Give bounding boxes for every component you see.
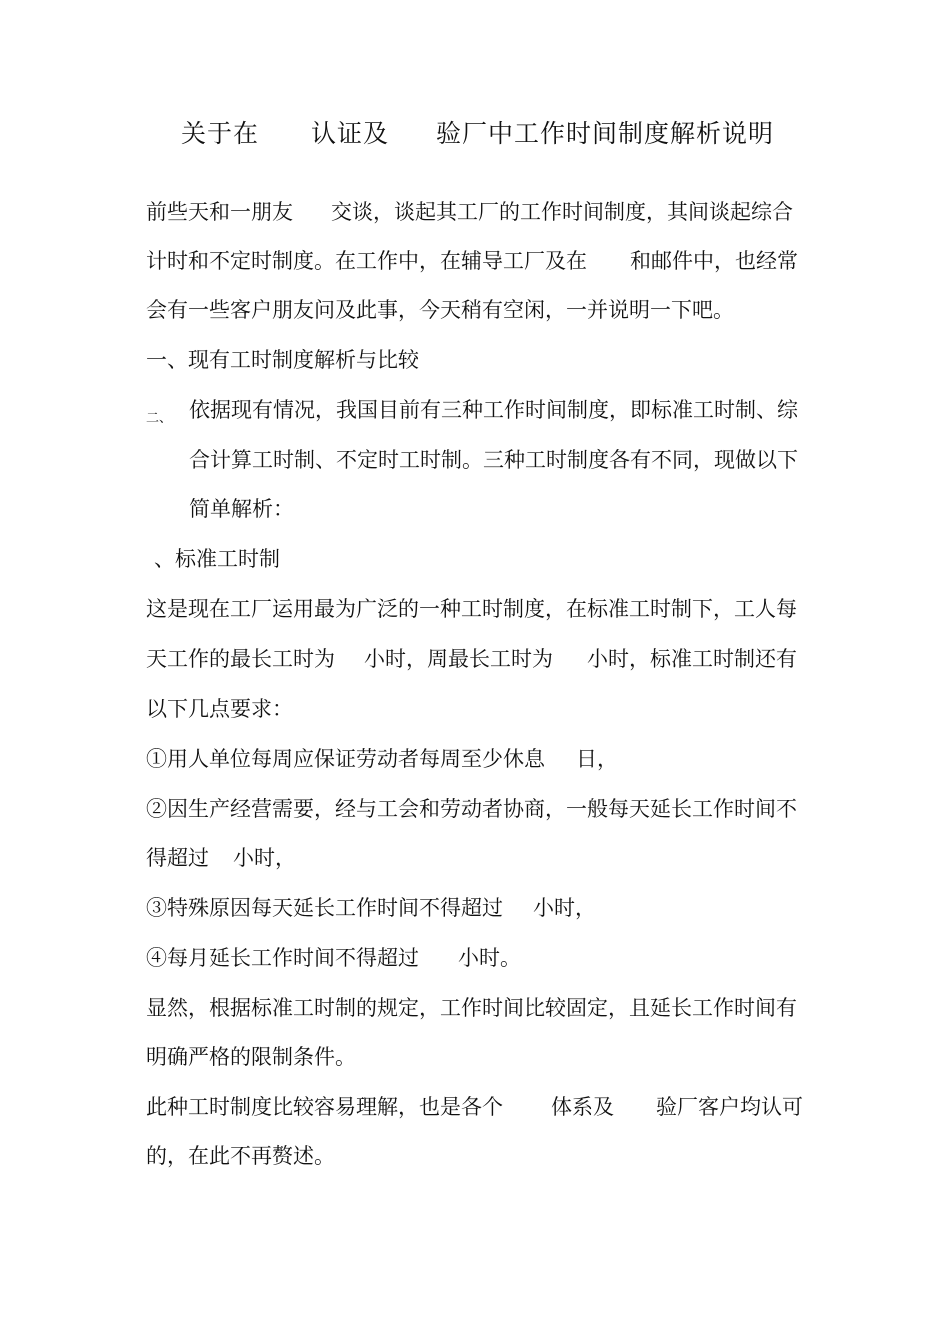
text-segment: 验厂客户均认可 [656, 1095, 803, 1119]
paragraph-1-line-2 [0, 245, 950, 277]
paragraph-2-line-3: 以下几点要求： [146, 697, 293, 721]
item-2-line-2: 合计算工时制、不定时工时制。三种工时制度各有不同，现做以下 [189, 448, 798, 472]
title-part-3: 验厂中工作时间制度解析说明 [436, 119, 775, 148]
paragraph-2-line-2 [0, 643, 950, 675]
paragraph-3-line-2: 明确严格的限制条件。 [146, 1045, 356, 1069]
text-segment: 交谈，谈起其工厂的工作时间制度，其间谈起综合 [331, 200, 793, 224]
item-2-line-3: 简单解析： [189, 497, 294, 521]
text-segment: 和邮件中，也经常 [630, 249, 798, 273]
paragraph-2-line-1: 这是现在工厂运用最为广泛的一种工时制度，在标准工时制下，工人每 [146, 597, 797, 621]
paragraph-4-line-2: 的，在此不再赘述。 [146, 1144, 335, 1168]
list-marker: 二、 [146, 411, 173, 426]
title-part-1: 关于在 [181, 119, 260, 148]
text-segment: ①用人单位每周应保证劳动者每周至少休息 [146, 747, 545, 771]
text-segment: ③特殊原因每天延长工作时间不得超过 [146, 896, 503, 920]
paragraph-3-line-1: 显然，根据标准工时制的规定，工作时间比较固定，且延长工作时间有 [146, 996, 797, 1020]
requirement-2-line-1: ②因生产经营需要，经与工会和劳动者协商，一般每天延长工作时间不 [146, 797, 797, 821]
text-segment: 此种工时制度比较容易理解，也是各个 [146, 1095, 503, 1119]
document-title [0, 114, 950, 154]
item-2-line-1: 依据现有情况，我国目前有三种工作时间制度，即标准工时制、综 [189, 398, 798, 422]
text-segment: 小时， [533, 896, 596, 920]
text-segment: 体系及 [551, 1095, 614, 1119]
text-segment: 前些天和一朋友 [146, 200, 293, 224]
section-heading-1: 一、现有工时制度解析与比较 [146, 348, 419, 372]
text-segment: 小时，周最长工时为 [364, 647, 553, 671]
text-segment: 计时和不定时制度。在工作中，在辅导工厂及在 [146, 249, 587, 273]
subsection-heading-standard: 、标准工时制 [154, 547, 280, 571]
text-segment: 小时。 [458, 946, 521, 970]
paragraph-1-line-1 [0, 196, 950, 228]
paragraph-1-line-3: 会有一些客户朋友问及此事，今天稍有空闲，一并说明一下吧。 [146, 298, 734, 322]
requirement-2-line-2 [0, 842, 950, 874]
text-segment: 天工作的最长工时为 [146, 647, 335, 671]
text-segment: 得超过 [146, 846, 209, 870]
requirement-1 [0, 743, 950, 775]
requirement-3 [0, 892, 950, 924]
paragraph-4-line-1 [0, 1091, 950, 1123]
text-segment: 日， [576, 747, 618, 771]
title-part-2: 认证及 [311, 119, 390, 148]
text-segment: 小时，标准工时制还有 [587, 647, 797, 671]
text-segment: ④每月延长工作时间不得超过 [146, 946, 419, 970]
text-segment: 小时， [233, 846, 296, 870]
requirement-4 [0, 942, 950, 974]
